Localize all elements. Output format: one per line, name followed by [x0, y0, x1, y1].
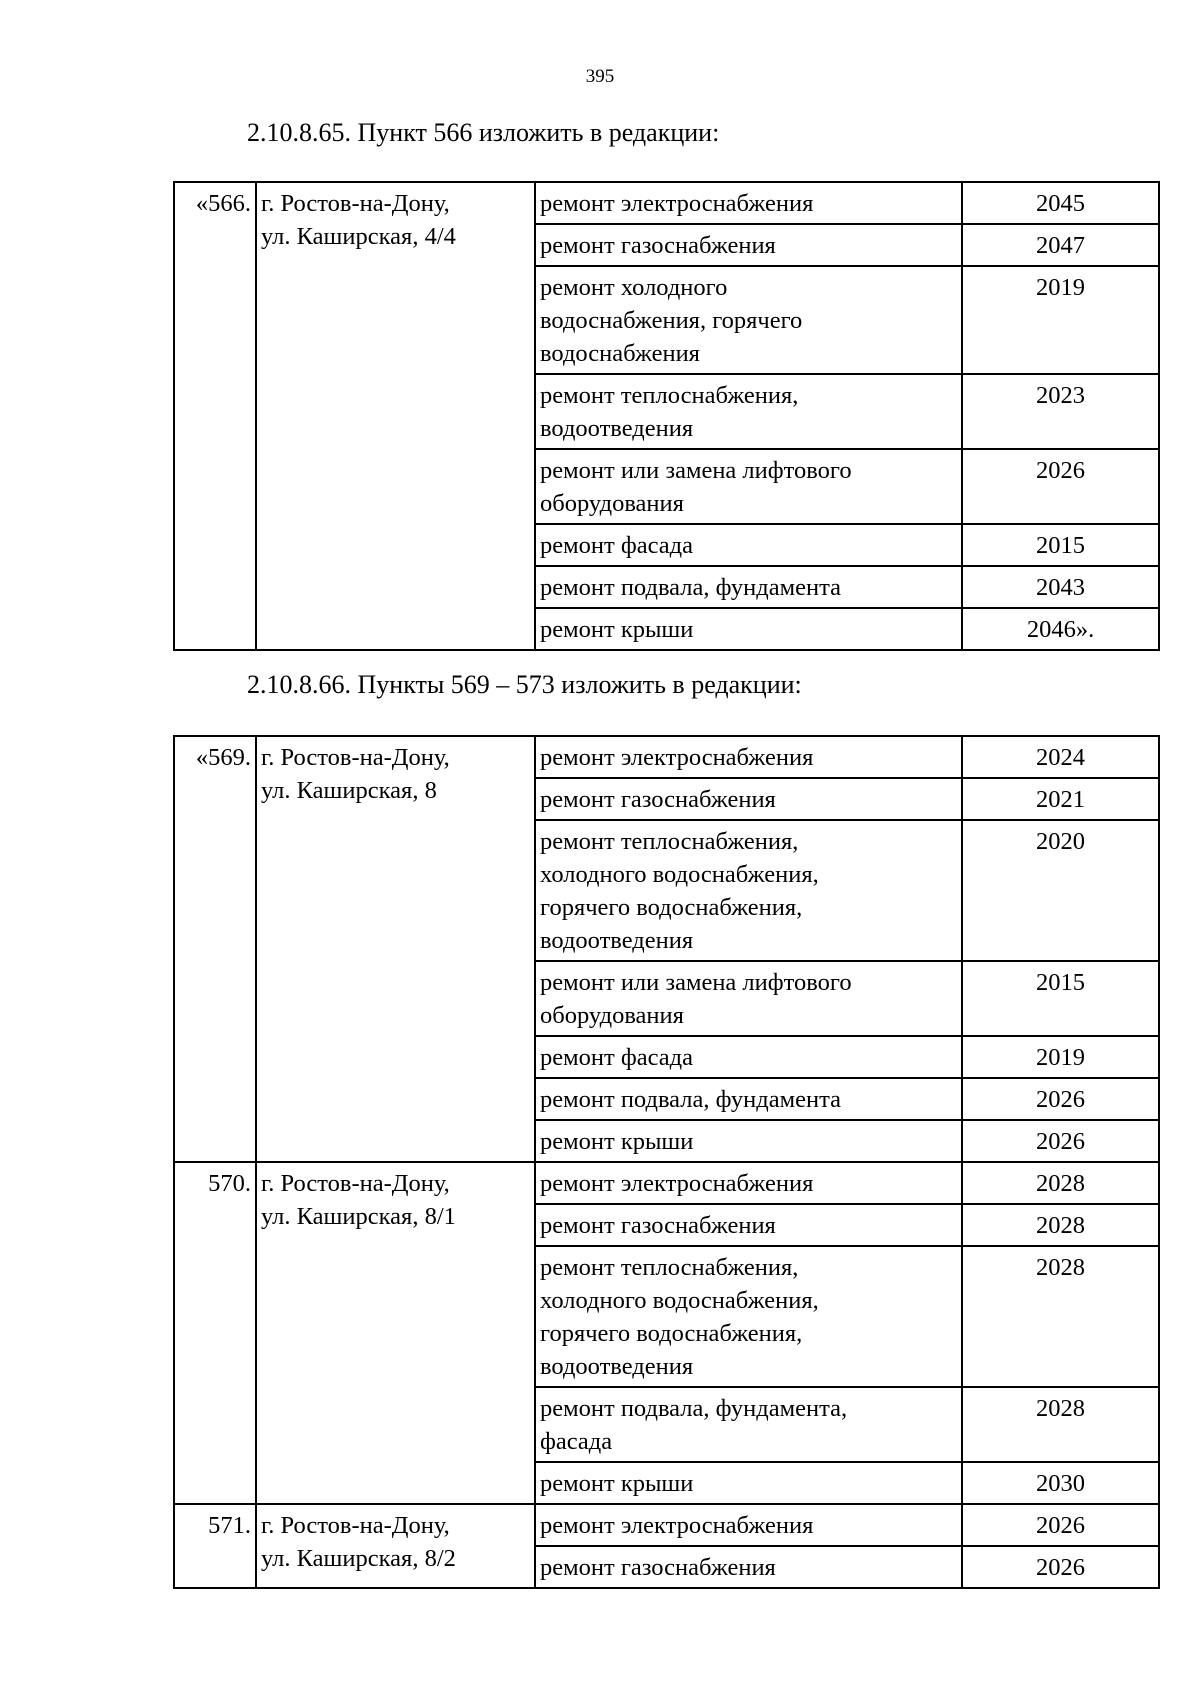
work-type-cell — [535, 1462, 962, 1504]
year-cell: 2026 — [962, 1546, 1159, 1588]
year-cell: 2026 — [962, 1120, 1159, 1162]
work-type-line: ремонт электроснабжения — [540, 190, 814, 217]
work-type-cell — [535, 449, 962, 524]
address-line: ул. Каширская, 4/4 — [261, 223, 456, 250]
work-type-cell — [535, 1036, 962, 1078]
table-row — [174, 1504, 1159, 1546]
work-type-cell — [535, 1387, 962, 1462]
work-type-cell — [535, 1078, 962, 1120]
work-type-cell — [535, 778, 962, 820]
work-type-cell — [535, 608, 962, 650]
work-type-line: водоснабжения, горячего — [540, 307, 803, 334]
year-cell: 2028 — [962, 1204, 1159, 1246]
work-type-cell — [535, 1162, 962, 1204]
work-type-cell — [535, 1546, 962, 1588]
work-type-cell — [535, 182, 962, 224]
year-cell: 2026 — [962, 1504, 1159, 1546]
work-type-cell — [535, 374, 962, 449]
work-type-cell — [535, 736, 962, 778]
work-type-line: водоотведения — [540, 927, 694, 954]
repair-schedule-table-566 — [173, 181, 1160, 651]
table-body — [174, 182, 1159, 650]
work-type-cell — [535, 1120, 962, 1162]
work-type-line: водоотведения — [540, 1353, 694, 1380]
address-line: г. Ростов-на-Дону, — [261, 190, 450, 217]
table-row — [174, 736, 1159, 778]
section-heading-566: 2.10.8.65. Пункт 566 изложить в редакции: — [247, 118, 720, 147]
work-type-line: ремонт газоснабжения — [540, 232, 776, 259]
work-type-line: ремонт теплоснабжения, — [540, 828, 799, 855]
year-cell: 2021 — [962, 778, 1159, 820]
work-type-line: ремонт теплоснабжения, — [540, 382, 799, 409]
year-cell: 2046». — [962, 608, 1159, 650]
address-line: ул. Каширская, 8/2 — [261, 1545, 456, 1572]
address-cell — [256, 1504, 535, 1588]
year-cell: 2023 — [962, 374, 1159, 449]
work-type-line: ремонт газоснабжения — [540, 1554, 776, 1581]
work-type-line: ремонт газоснабжения — [540, 1212, 776, 1239]
work-type-line: холодного водоснабжения, — [540, 1287, 819, 1314]
item-number: «569. — [174, 736, 256, 1162]
work-type-line: горячего водоснабжения, — [540, 894, 803, 921]
work-type-line: ремонт подвала, фундамента, — [540, 1395, 848, 1422]
year-cell: 2024 — [962, 736, 1159, 778]
year-cell: 2045 — [962, 182, 1159, 224]
address-cell — [256, 736, 535, 1162]
work-type-cell — [535, 1504, 962, 1546]
work-type-line: ремонт фасада — [540, 532, 693, 559]
item-number: 571. — [174, 1504, 256, 1588]
page-number: 395 — [585, 66, 615, 87]
year-cell: 2028 — [962, 1387, 1159, 1462]
address-cell — [256, 1162, 535, 1504]
work-type-line: ремонт крыши — [540, 1470, 694, 1497]
year-cell: 2030 — [962, 1462, 1159, 1504]
work-type-line: ремонт электроснабжения — [540, 1170, 814, 1197]
item-number: 570. — [174, 1162, 256, 1504]
year-cell: 2015 — [962, 961, 1159, 1036]
year-cell: 2028 — [962, 1162, 1159, 1204]
year-cell: 2026 — [962, 449, 1159, 524]
work-type-line: водоснабжения — [540, 340, 700, 367]
work-type-line: ремонт крыши — [540, 1128, 694, 1155]
work-type-line: оборудования — [540, 490, 684, 517]
work-type-cell — [535, 524, 962, 566]
year-cell: 2020 — [962, 820, 1159, 961]
work-type-line: ремонт электроснабжения — [540, 744, 814, 771]
address-line: ул. Каширская, 8/1 — [261, 1203, 456, 1230]
work-type-line: водоотведения — [540, 415, 694, 442]
work-type-cell — [535, 1246, 962, 1387]
address-cell — [256, 182, 535, 650]
item-number: «566. — [174, 182, 256, 650]
work-type-cell — [535, 266, 962, 374]
table-row — [174, 182, 1159, 224]
year-cell: 2028 — [962, 1246, 1159, 1387]
work-type-cell — [535, 1204, 962, 1246]
year-cell: 2047 — [962, 224, 1159, 266]
work-type-line: холодного водоснабжения, — [540, 861, 819, 888]
address-line: г. Ростов-на-Дону, — [261, 1512, 450, 1539]
address-line: г. Ростов-на-Дону, — [261, 744, 450, 771]
repair-schedule-table-569-573 — [173, 735, 1160, 1589]
work-type-line: оборудования — [540, 1002, 684, 1029]
section-heading-569-573: 2.10.8.66. Пункты 569 – 573 изложить в редакции: — [247, 670, 802, 699]
work-type-line: горячего водоснабжения, — [540, 1320, 803, 1347]
work-type-line: ремонт подвала, фундамента — [540, 574, 841, 601]
year-cell: 2019 — [962, 266, 1159, 374]
work-type-line: ремонт теплоснабжения, — [540, 1254, 799, 1281]
table-body — [174, 736, 1159, 1588]
work-type-cell — [535, 820, 962, 961]
address-line: г. Ростов-на-Дону, — [261, 1170, 450, 1197]
year-cell: 2043 — [962, 566, 1159, 608]
table-row — [174, 1162, 1159, 1204]
work-type-line: ремонт электроснабжения — [540, 1512, 814, 1539]
work-type-line: ремонт фасада — [540, 1044, 693, 1071]
work-type-cell — [535, 961, 962, 1036]
work-type-line: ремонт подвала, фундамента — [540, 1086, 841, 1113]
work-type-line: фасада — [540, 1428, 613, 1455]
work-type-line: ремонт крыши — [540, 616, 694, 643]
address-line: ул. Каширская, 8 — [261, 777, 437, 804]
work-type-line: ремонт или замена лифтового — [540, 969, 852, 996]
year-cell: 2015 — [962, 524, 1159, 566]
work-type-line: ремонт или замена лифтового — [540, 457, 852, 484]
work-type-cell — [535, 566, 962, 608]
year-cell: 2019 — [962, 1036, 1159, 1078]
work-type-line: ремонт газоснабжения — [540, 786, 776, 813]
work-type-cell — [535, 224, 962, 266]
work-type-line: ремонт холодного — [540, 274, 728, 301]
year-cell: 2026 — [962, 1078, 1159, 1120]
